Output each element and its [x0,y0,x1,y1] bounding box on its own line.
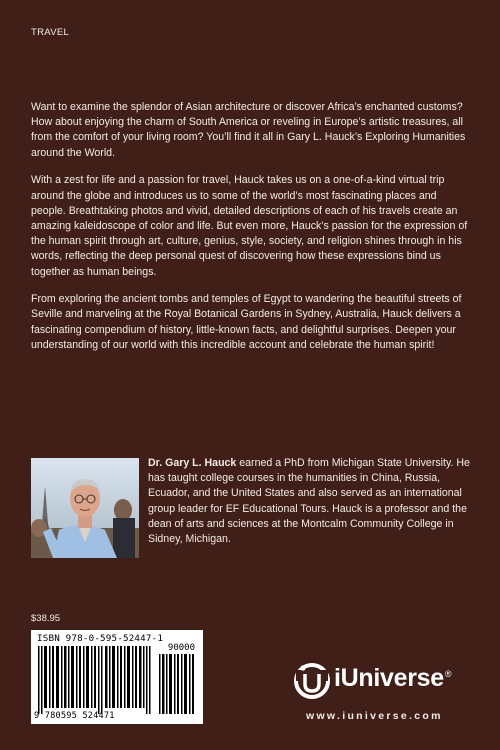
isbn-number: ISBN 978-0-595-52447-1 [37,633,164,644]
back-cover-blurb [31,100,471,366]
author-bio [148,456,474,547]
category-label: TRAVEL [31,27,70,38]
barcode-price-code: 90000 [167,643,195,653]
isbn-barcode [31,630,203,724]
blurb-paragraph-3: From exploring the ancient tombs and temples of Egypt to wandering the beautiful streets of Seville and marveling at the Royal Botanical Gardens in Sydney, Australia, Hauck delivers a fascinating compendium of history, little-known facts, and delightful surprises. Deepen your understanding of our world with this incredible account and celebrate the human spirit! [31,293,462,351]
author-bio-text: earned a PhD from Michigan State University. He has taught college courses in the humanities in China, Russia, Ecuador, and the United States and also served as an international group leader for EF Educational Tours. Hauck is a professor and the dean of arts and sciences at the Montcalm Community College in Sidney, Michigan. [148,457,470,546]
price-label: $38.95 [31,613,61,624]
blurb-paragraph-2: With a zest for life and a passion for travel, Hauck takes us on a one-of-a-kind virtual trip around the globe and introduces us to some of the world’s most fascinating places and people. Breathtaking photos and vivid, detailed descriptions of each of his travels create an amazing kaleidoscope of color and life. But even more, Hauck’s passion for the expression of the human spirit through art, culture, genius, style, society, and religion shines through in his words, reflecting the deep personal quest of discovering how these expressions bind us together as human beings. [31,174,468,278]
author-name: Dr. Gary L. Hauck [148,457,237,469]
publisher-website: www.iuniverse.com [306,710,443,722]
iuniverse-logo-icon [292,660,332,700]
blurb-paragraph-1: Want to examine the splendor of Asian architecture or discover Africa’s enchanted customs? How about enjoying the charm of South America or reveling in Europe’s artistic treasures, all from the comfort of your living room? You’ll find it all in Gary L. Hauck’s Exploring Humanities around the World. [31,101,466,159]
barcode-digits: 9 780595 524471 [34,711,115,721]
publisher-logo [292,660,472,700]
author-photo [31,458,139,558]
publisher-name: iUniverse® [334,664,452,692]
